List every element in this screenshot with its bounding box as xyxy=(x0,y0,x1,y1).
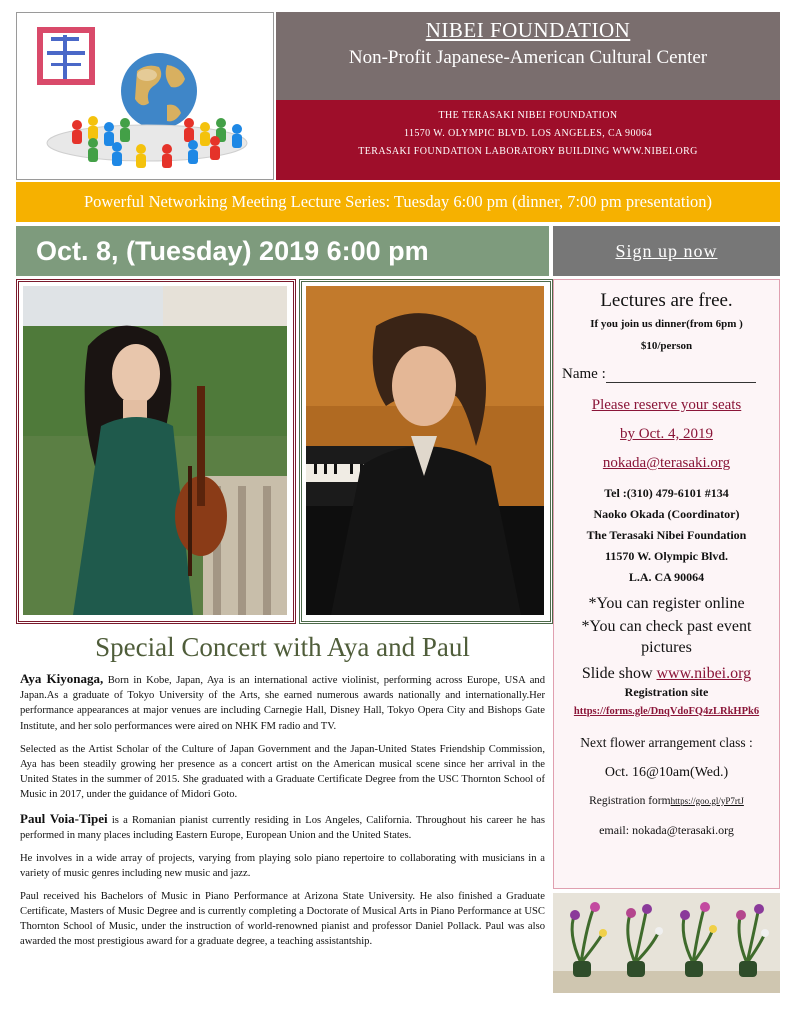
aya-bio-paragraph xyxy=(20,670,545,734)
tel-number: Tel :(310) 479-6101 #134 xyxy=(604,486,729,500)
register-online-note: *You can register online xyxy=(588,595,745,612)
coordinator-name: Naoko Okada (Coordinator) xyxy=(593,507,740,521)
globe-icon xyxy=(121,53,197,129)
class-date: Oct. 16@10am(Wed.) xyxy=(604,764,729,780)
past-pictures-note: *You can check past event pictures xyxy=(581,618,752,656)
kanji-logo-icon xyxy=(37,27,95,85)
email-line: email: nokada@terasaki.org xyxy=(599,822,734,837)
address-line-street: 11570 W. OLYMPIC BLVD. LOS ANGELES, CA 90064 xyxy=(403,128,653,139)
slideshow-link[interactable]: www.nibei.org xyxy=(656,664,752,682)
aya-bio-paragraph-2: Selected as the Artist Scholar of the Culture of Japan Government and the Japan-United States Friendship Commission, Aya has been steadily growing her presence as a concert artist on the American musical scene since her arrival in the United States in the summer of 2015. She graduated with a Graduate Certificate Degree from the USC Thornton School of Music in 2017, under the guidance of Midori Goto. xyxy=(20,743,545,800)
concert-description xyxy=(20,670,545,957)
aya-bio-text: Born in Kobe, Japan, Aya is an international active violinist, performing across Europe, USA and Japan.As a graduate of Tokyo University of the Arts, she earned numerous awards nationally and internationally.Her performance appearances at major venues are including Carnegie Hall, Disney Hall, Tokyo Opera City and Bishops Gate Institute, and her solo performances were aired on NHK FM radio and TV. xyxy=(20,675,545,732)
org-name: The Terasaki Nibei Foundation xyxy=(586,528,747,542)
foundation-logo xyxy=(16,12,274,180)
aya-photo xyxy=(16,279,296,624)
foundation-subtitle: Non-Profit Japanese-American Cultural Center xyxy=(348,47,708,68)
slideshow-label: Slide show xyxy=(581,664,653,682)
org-street: 11570 W. Olympic Blvd. xyxy=(604,549,729,563)
registration-form-link[interactable]: https://goo.gl/yP7rtJ xyxy=(670,795,744,806)
lectures-free: Lectures are free. xyxy=(600,290,733,311)
info-panel xyxy=(553,279,780,889)
name-label: Name : xyxy=(562,366,606,382)
registration-site-link[interactable]: https://forms.gle/DnqVdoFQ4zLRkHPk6 xyxy=(573,705,760,717)
reserve-by-date[interactable]: by Oct. 4, 2019 xyxy=(620,426,713,442)
paul-bio-paragraph-2: He involves in a wide array of projects, varying from playing solo piano repertoire to collaborating with musicians in a variety of music genres including new music and jazz. xyxy=(20,853,545,880)
dinner-note: If you join us dinner(from 6pm ) xyxy=(590,318,743,330)
paul-photo xyxy=(299,279,553,624)
signup-link[interactable]: Sign up now xyxy=(553,226,780,276)
paul-bio-paragraph xyxy=(20,810,545,843)
slideshow-row xyxy=(554,665,779,683)
address-line-building: TERASAKI FOUNDATION LABORATORY BUILDING WWW.NIBEI.ORG xyxy=(358,146,698,157)
paul-bio-paragraph-3: Paul received his Bachelors of Music in Piano Performance at Arizona State University. He also finished a Graduate Certificate, Masters of Music Degree and is currently completing a Doctorate of Musical Arts in Piano Performance at USC Thornton School of Music, under the instruction of world-renowned pianist and professor Daniel Pollack. Paul was also awarded the most prestigious award for a graduate degree, a teaching assistantship. xyxy=(20,891,545,948)
name-field[interactable] xyxy=(606,369,756,383)
header-title-block xyxy=(276,12,780,100)
flower-arrangement-photo xyxy=(553,893,780,993)
next-class-label: Next flower arrangement class : xyxy=(580,734,753,750)
address-line-org: THE TERASAKI NIBEI FOUNDATION xyxy=(438,110,618,121)
foundation-name: NIBEI FOUNDATION xyxy=(425,18,631,42)
org-city: L.A. CA 90064 xyxy=(628,570,705,584)
registration-site-label: Registration site xyxy=(624,684,709,699)
lecture-series-banner: Powerful Networking Meeting Lecture Series: Tuesday 6:00 pm (dinner, 7:00 pm presentation) xyxy=(16,182,780,222)
paul-name: Paul Voia-Tipei xyxy=(20,810,108,826)
aya-name: Aya Kiyonaga, xyxy=(20,671,104,686)
name-field-row xyxy=(554,366,779,383)
concert-title: Special Concert with Aya and Paul xyxy=(95,632,470,662)
registration-form-row xyxy=(554,795,779,807)
contact-email-link[interactable]: nokada@terasaki.org xyxy=(602,455,731,471)
reserve-seats-link[interactable]: Please reserve your seats xyxy=(591,397,742,413)
paul-bio-text: is a Romanian pianist currently residing in Los Angeles, California. Throughout his career he has performed in many places including Eastern Europe, European Union and the United States. xyxy=(20,814,546,842)
event-date: Oct. 8, (Tuesday) 2019 6:00 pm xyxy=(16,226,549,276)
dinner-price: $10/person xyxy=(640,340,693,352)
header-address-block xyxy=(276,100,780,180)
registration-form-label: Registration form xyxy=(589,794,671,807)
